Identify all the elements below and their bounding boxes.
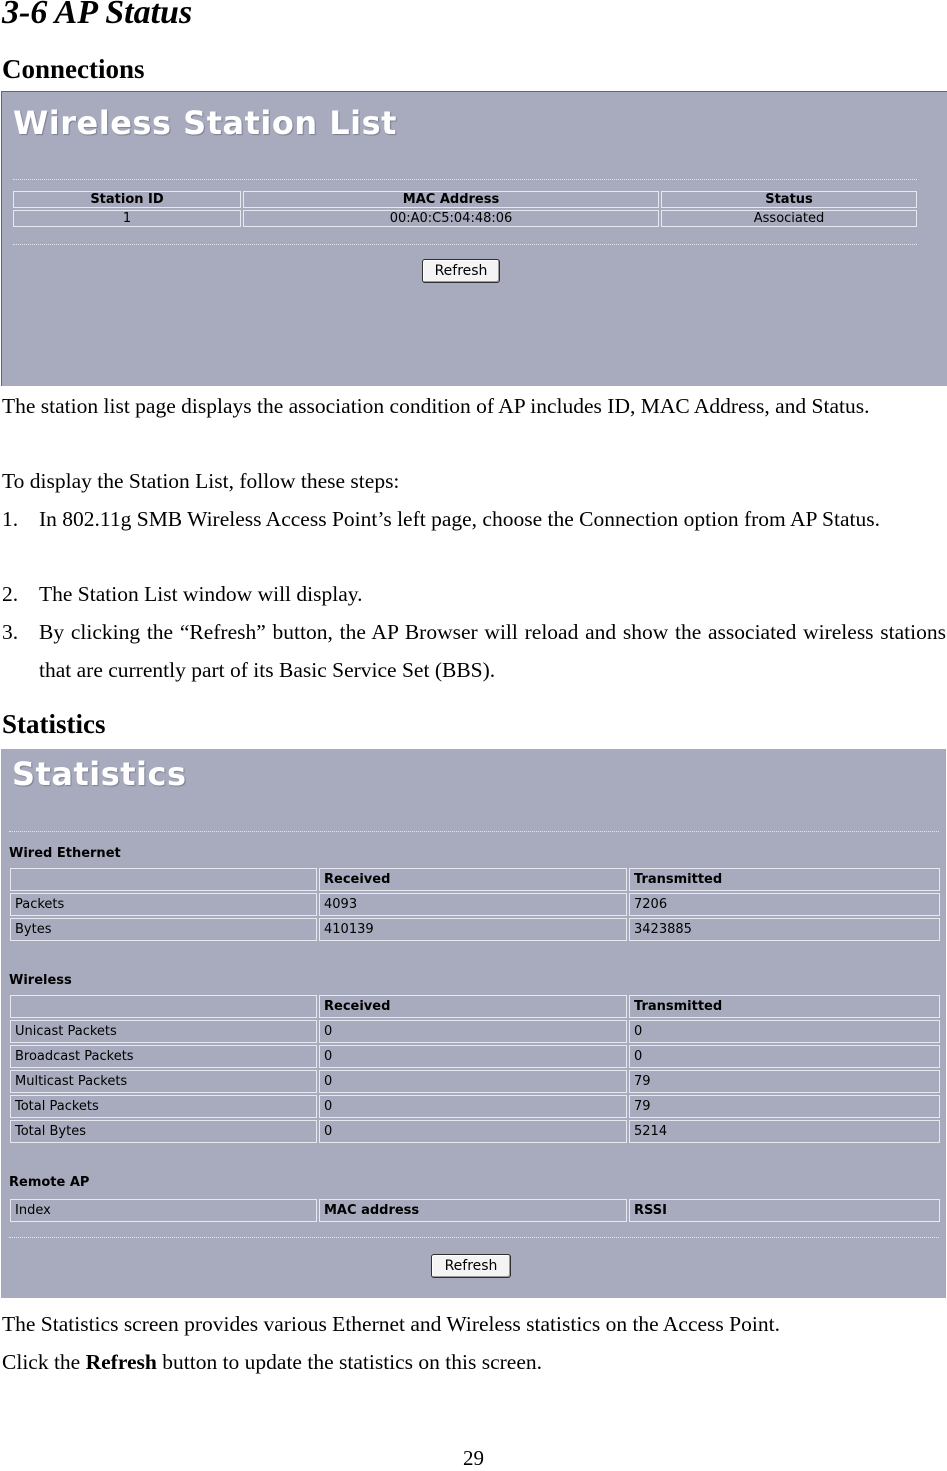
station-table xyxy=(11,189,919,229)
statistics-title: Statistics xyxy=(12,755,187,793)
separator xyxy=(9,831,939,832)
column-header-transmitted: Transmitted xyxy=(629,868,940,891)
table-row xyxy=(13,210,917,227)
received-cell: 0 xyxy=(319,1020,627,1043)
separator xyxy=(13,244,917,245)
column-header-status: Status xyxy=(661,191,917,208)
statistics-description: The Statistics screen provides various Ethernet and Wireless statistics on the Access Point. xyxy=(2,1312,780,1336)
step-number: 1. xyxy=(2,507,19,531)
remote-ap-table xyxy=(8,1197,942,1224)
row-label: Unicast Packets xyxy=(10,1020,317,1043)
column-header-blank xyxy=(10,868,317,891)
refresh-instruction-suffix: button to update the statistics on this screen. xyxy=(162,1350,543,1374)
statistics-screenshot xyxy=(1,749,946,1298)
statistics-heading: Statistics xyxy=(2,709,106,739)
received-cell: 4093 xyxy=(319,893,627,916)
table-header-row xyxy=(10,1199,940,1222)
column-header-rssi: RSSI xyxy=(629,1199,940,1222)
connections-description: The station list page displays the association condition of AP includes ID, MAC Address, and Status. xyxy=(2,394,870,418)
refresh-instruction xyxy=(2,1344,946,1382)
row-label: Total Bytes xyxy=(10,1120,317,1143)
received-cell: 0 xyxy=(319,1045,627,1068)
transmitted-cell: 0 xyxy=(629,1045,940,1068)
column-header-index: Index xyxy=(10,1199,317,1222)
transmitted-cell: 5214 xyxy=(629,1120,940,1143)
step-number: 3. xyxy=(2,620,19,644)
wired-ethernet-label: Wired Ethernet xyxy=(9,846,121,861)
column-header-blank xyxy=(10,995,317,1018)
station-id-cell: 1 xyxy=(13,210,241,227)
table-row xyxy=(10,1120,940,1143)
step-number: 2. xyxy=(2,582,19,606)
table-row xyxy=(10,893,940,916)
received-cell: 0 xyxy=(319,1120,627,1143)
received-cell: 0 xyxy=(319,1095,627,1118)
transmitted-cell: 3423885 xyxy=(629,918,940,941)
transmitted-cell: 79 xyxy=(629,1095,940,1118)
connections-heading: Connections xyxy=(2,54,145,84)
step-text: In 802.11g SMB Wireless Access Point’s left page, choose the Connection option from AP Status. xyxy=(39,507,880,531)
wireless-label: Wireless xyxy=(9,973,72,988)
received-cell: 0 xyxy=(319,1070,627,1093)
mac-address-cell: 00:A0:C5:04:48:06 xyxy=(243,210,659,227)
list-item xyxy=(2,576,946,614)
table-header-row xyxy=(13,191,917,208)
separator xyxy=(9,1237,939,1238)
wireless-table xyxy=(8,993,942,1145)
page-number: 29 xyxy=(463,1446,484,1470)
row-label: Broadcast Packets xyxy=(10,1045,317,1068)
refresh-instruction-bold: Refresh xyxy=(85,1350,157,1374)
table-row xyxy=(10,1070,940,1093)
separator xyxy=(13,179,917,180)
remote-ap-label: Remote AP xyxy=(9,1175,90,1190)
column-header-transmitted: Transmitted xyxy=(629,995,940,1018)
wired-ethernet-table xyxy=(8,866,942,943)
row-label: Multicast Packets xyxy=(10,1070,317,1093)
station-list-title: Wireless Station List xyxy=(13,104,397,142)
column-header-received: Received xyxy=(319,995,627,1018)
transmitted-cell: 79 xyxy=(629,1070,940,1093)
row-label: Total Packets xyxy=(10,1095,317,1118)
received-cell: 410139 xyxy=(319,918,627,941)
row-label: Bytes xyxy=(10,918,317,941)
list-item xyxy=(2,501,946,539)
refresh-instruction-prefix: Click the xyxy=(2,1350,81,1374)
table-row xyxy=(10,1095,940,1118)
section-heading: 3-6 AP Status xyxy=(2,0,193,31)
column-header-received: Received xyxy=(319,868,627,891)
column-header-mac-address: MAC address xyxy=(319,1199,627,1222)
column-header-mac-address: MAC Address xyxy=(243,191,659,208)
status-cell: Associated xyxy=(661,210,917,227)
step-text: The Station List window will display. xyxy=(39,582,363,606)
table-header-row xyxy=(10,995,940,1018)
table-row xyxy=(10,1045,940,1068)
row-label: Packets xyxy=(10,893,317,916)
refresh-button[interactable]: Refresh xyxy=(422,259,500,283)
table-row xyxy=(10,918,940,941)
transmitted-cell: 7206 xyxy=(629,893,940,916)
station-list-screenshot xyxy=(1,91,947,386)
table-row xyxy=(10,1020,940,1043)
transmitted-cell: 0 xyxy=(629,1020,940,1043)
table-header-row xyxy=(10,868,940,891)
refresh-button[interactable]: Refresh xyxy=(431,1254,511,1278)
steps-intro: To display the Station List, follow these steps: xyxy=(2,469,400,493)
list-item xyxy=(2,614,946,689)
step-text: By clicking the “Refresh” button, the AP Browser will reload and show the associated wireless stations that are currently part of its Basic Service Set (BBS). xyxy=(39,620,946,682)
column-header-station-id: Station ID xyxy=(13,191,241,208)
